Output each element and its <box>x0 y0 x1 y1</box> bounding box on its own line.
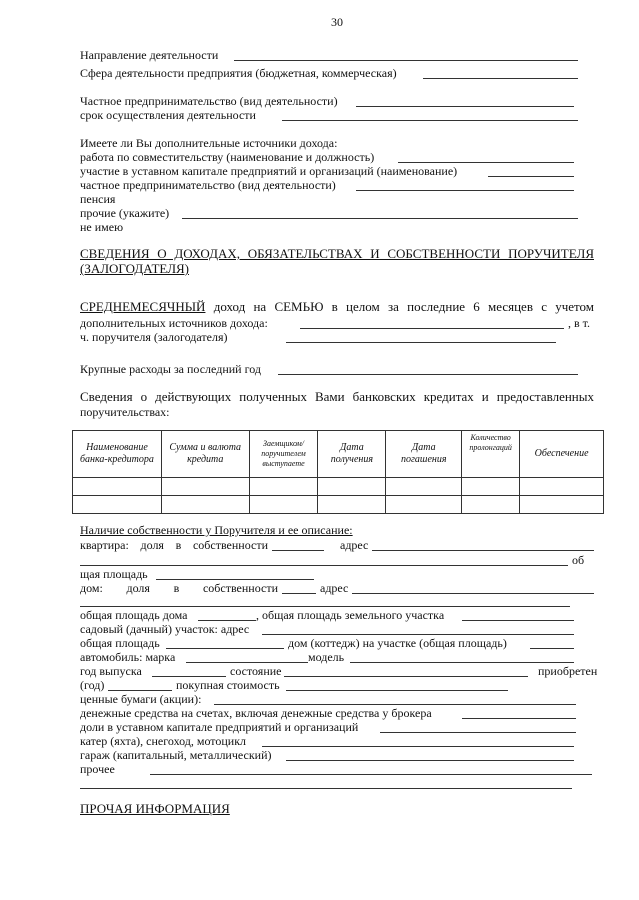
col-borrower-guarantor: Заемщиком/ поручителем выступаете <box>249 431 318 478</box>
table-cell[interactable] <box>161 478 249 496</box>
garage-field[interactable] <box>286 760 574 761</box>
avg-income-text: доход на СЕМЬЮ в целом за последние 6 месяцев с учетом <box>213 299 595 314</box>
col-prolongations: Количество пролонгаций <box>462 431 520 478</box>
apartment-address-label: адрес <box>340 538 369 552</box>
house-area-label: общая площадь дома <box>80 608 188 622</box>
land-area-field[interactable] <box>462 620 574 621</box>
col-date-received: Дата получения <box>318 431 386 478</box>
house-address-field-2[interactable] <box>80 606 570 607</box>
apartment-share-field[interactable] <box>272 550 324 551</box>
sphere-field[interactable] <box>423 78 578 79</box>
house-share-label: дом: доля в собственности <box>80 581 278 595</box>
income-capital-field[interactable] <box>488 176 574 177</box>
boat-label: катер (яхта), снегоход, мотоцикл <box>80 734 247 748</box>
car-price-label: покупная стоимость <box>176 678 280 692</box>
credits-line1: Сведения о действующих полученных Вами банковских кредитах и предоставленных <box>80 389 594 404</box>
table-cell[interactable] <box>386 496 462 514</box>
credits-line2: поручительствах: <box>80 405 170 419</box>
house-address-label: адрес <box>320 581 349 595</box>
private-field[interactable] <box>356 106 574 107</box>
avg-income-field[interactable] <box>300 328 564 329</box>
avg-income-line2-end: , в т. <box>568 316 591 330</box>
table-cell[interactable] <box>318 478 386 496</box>
table-cell[interactable] <box>386 478 462 496</box>
avg-income-line1 <box>80 300 594 314</box>
avg-income-line3: ч. поручителя (залогодателя) <box>80 330 228 344</box>
col-collateral-label: Обеспечение <box>534 448 589 459</box>
expenses-field[interactable] <box>278 374 578 375</box>
table-row <box>73 478 604 496</box>
income-question: Имеете ли Вы дополнительные источники дохода: <box>80 136 338 150</box>
cottage-area-field[interactable] <box>530 648 574 649</box>
table-cell[interactable] <box>318 496 386 514</box>
income-other-label: прочие (укажите) <box>80 206 170 220</box>
house-area-field[interactable] <box>198 620 256 621</box>
income-pension-label: пенсия <box>80 192 116 206</box>
apartment-address-field-2[interactable] <box>80 565 568 566</box>
col-bank-name: Наименование банка-кредитора <box>73 431 162 478</box>
car-year2-label: (год) <box>80 678 105 692</box>
garden-area-field[interactable] <box>166 648 284 649</box>
sphere-label: Сфера деятельности предприятия (бюджетная, коммерческая) <box>80 66 397 80</box>
direction-field[interactable] <box>234 60 578 61</box>
car-price-field[interactable] <box>286 690 508 691</box>
other-property-label: прочее <box>80 762 115 776</box>
car-year-label: год выпуска <box>80 664 142 678</box>
shares-label: доли в уставном капитале предприятий и организаций <box>80 720 359 734</box>
page-number: 30 <box>331 15 343 29</box>
private-label: Частное предпринимательство (вид деятельности) <box>80 94 338 108</box>
car-brand-label: автомобиль: марка <box>80 650 176 664</box>
section-title-line2: (ЗАЛОГОДАТЕЛЯ) <box>80 261 190 276</box>
garage-label: гараж (капитальный, металлический) <box>80 748 272 762</box>
col-collateral <box>520 431 604 478</box>
guarantor-income-field[interactable] <box>286 342 556 343</box>
table-cell[interactable] <box>73 496 162 514</box>
garden-address-field[interactable] <box>262 634 574 635</box>
apartment-address-field[interactable] <box>372 550 594 551</box>
income-business-field[interactable] <box>356 190 574 191</box>
table-cell[interactable] <box>462 478 520 496</box>
section-title: СВЕДЕНИЯ О ДОХОДАХ, ОБЯЗАТЕЛЬСТВАХ И СОБСТВЕННОСТИ ПОРУЧИТЕЛЯ <box>80 246 594 261</box>
term-label: срок осуществления деятельности <box>80 108 256 122</box>
table-header-row <box>73 431 604 478</box>
garden-label: садовый (дачный) участок: адрес <box>80 622 250 636</box>
property-heading: Наличие собственности у Поручителя и ее описание: <box>80 523 353 537</box>
apartment-area-label: щая площадь <box>80 567 148 581</box>
table-cell[interactable] <box>462 496 520 514</box>
table-cell[interactable] <box>249 478 318 496</box>
income-parttime-field[interactable] <box>398 162 574 163</box>
income-other-field[interactable] <box>182 218 578 219</box>
car-acquired-year-field[interactable] <box>108 690 172 691</box>
land-area-label: , общая площадь земельного участка <box>256 608 445 622</box>
car-state-label: состояние <box>230 664 282 678</box>
deposits-label: денежные средства на счетах, включая денежные средства у брокера <box>80 706 432 720</box>
car-state-field[interactable] <box>284 676 528 677</box>
car-acquired-label: приобретен <box>538 664 598 678</box>
shares-field[interactable] <box>380 732 576 733</box>
boat-field[interactable] <box>262 746 574 747</box>
house-address-field[interactable] <box>352 593 594 594</box>
other-property-field[interactable] <box>150 774 592 775</box>
col-date-repayment: Дата погашения <box>386 431 462 478</box>
car-year-field[interactable] <box>152 676 226 677</box>
expenses-label: Крупные расходы за последний год <box>80 362 261 376</box>
table-cell[interactable] <box>520 496 604 514</box>
deposits-field[interactable] <box>462 718 576 719</box>
house-share-field[interactable] <box>282 593 316 594</box>
apartment-area-end: об <box>572 553 585 567</box>
income-business-label: частное предпринимательство (вид деятельности) <box>80 178 336 192</box>
avg-income-keyword: СРЕДНЕМЕСЯЧНЫЙ <box>80 299 206 314</box>
avg-income-line2: дополнительных источников дохода: <box>80 316 268 330</box>
other-info-heading: ПРОЧАЯ ИНФОРМАЦИЯ <box>80 801 230 816</box>
col-amount-currency: Сумма и валюта кредита <box>161 431 249 478</box>
table-cell[interactable] <box>249 496 318 514</box>
table-cell[interactable] <box>520 478 604 496</box>
other-property-field-2[interactable] <box>80 788 572 789</box>
income-capital-label: участие в уставном капитале предприятий и организаций (наименование) <box>80 164 458 178</box>
securities-label: ценные бумаги (акции): <box>80 692 202 706</box>
credits-table <box>72 430 604 514</box>
securities-field[interactable] <box>214 704 576 705</box>
table-row <box>73 496 604 514</box>
cottage-area-label: дом (коттедж) на участке (общая площадь) <box>288 636 507 650</box>
direction-label: Направление деятельности <box>80 48 219 62</box>
table-cell[interactable] <box>161 496 249 514</box>
income-none-label: не имею <box>80 220 124 234</box>
income-parttime-label: работа по совместительству (наименование и должность) <box>80 150 375 164</box>
garden-area-label: общая площадь <box>80 636 160 650</box>
table-cell[interactable] <box>73 478 162 496</box>
apartment-area-field[interactable] <box>156 579 314 580</box>
car-model-field[interactable] <box>350 662 574 663</box>
apartment-share-label: квартира: доля в собственности <box>80 538 268 552</box>
car-model-label: модель <box>308 650 345 664</box>
car-brand-field[interactable] <box>186 662 308 663</box>
term-field[interactable] <box>282 120 578 121</box>
